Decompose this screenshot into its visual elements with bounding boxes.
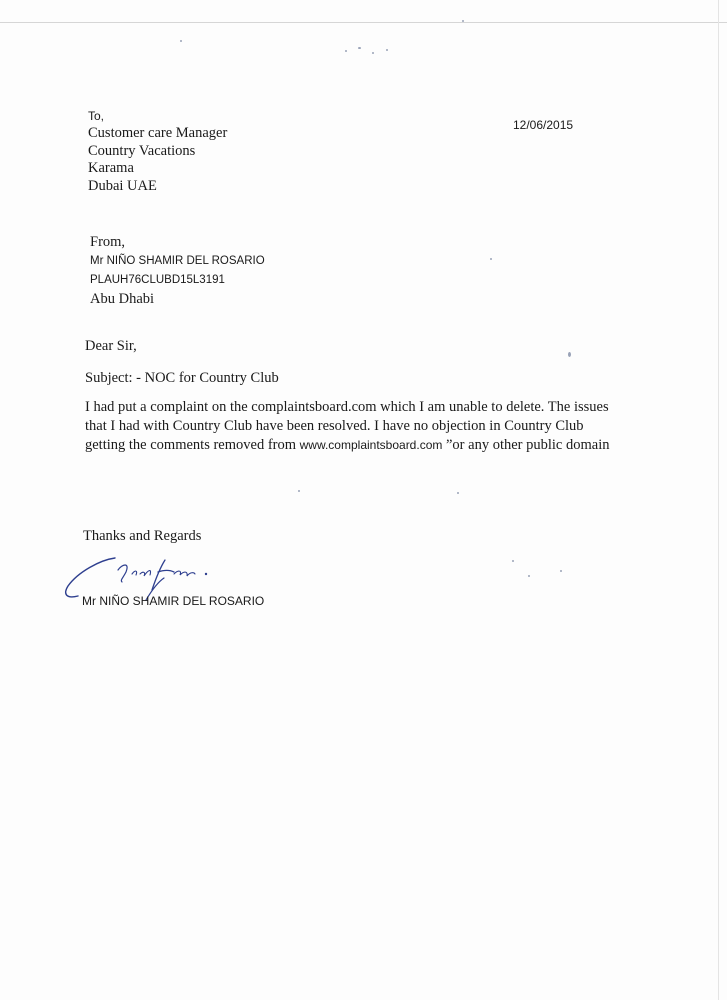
recipient-line: Customer care Manager	[88, 125, 228, 141]
sender-block	[90, 233, 265, 309]
salutation: Dear Sir,	[85, 338, 137, 354]
to-label: To,	[88, 109, 105, 123]
letter-body	[85, 398, 625, 455]
letter-date: 12/06/2015	[513, 118, 574, 132]
page-top-edge	[0, 22, 727, 23]
from-label: From,	[90, 234, 126, 250]
closing: Thanks and Regards	[83, 528, 202, 544]
recipient-line: Karama	[88, 160, 134, 177]
scan-speck	[490, 258, 492, 260]
body-text: I had put a complaint on the complaintsboard.com which I am unable to delete. The issues that I had with Country Club have been resolved. I have no objection in Country Club getting the comments removed from	[85, 399, 609, 453]
scan-speck	[462, 20, 464, 22]
scan-speck	[372, 52, 374, 54]
subject-line: Subject: - NOC for Country Club	[85, 370, 279, 386]
scan-speck	[512, 560, 514, 562]
scan-speck	[298, 490, 300, 492]
recipient-line: Dubai UAE	[88, 177, 157, 194]
scan-speck	[457, 492, 459, 494]
recipient-block	[88, 108, 227, 195]
page-right-edge	[718, 0, 719, 1000]
scan-speck	[358, 47, 361, 49]
scan-speck	[560, 570, 562, 572]
scan-speck	[180, 40, 182, 42]
signatory-name: Mr NIÑO SHAMIR DEL ROSARIO	[82, 594, 265, 608]
scan-speck	[345, 50, 347, 52]
scan-speck	[568, 352, 571, 357]
scan-speck	[386, 49, 388, 51]
body-link-text: www.complaintsboard.com	[299, 438, 443, 452]
sender-id: PLAUH76CLUBD15L3191	[90, 274, 225, 286]
scan-speck	[528, 575, 530, 577]
body-text-end: ”or any other public domain	[442, 437, 610, 453]
sender-name: Mr NIÑO SHAMIR DEL ROSARIO	[90, 255, 265, 267]
recipient-line: Country Vacations	[88, 142, 196, 159]
sender-city: Abu Dhabi	[90, 291, 155, 307]
